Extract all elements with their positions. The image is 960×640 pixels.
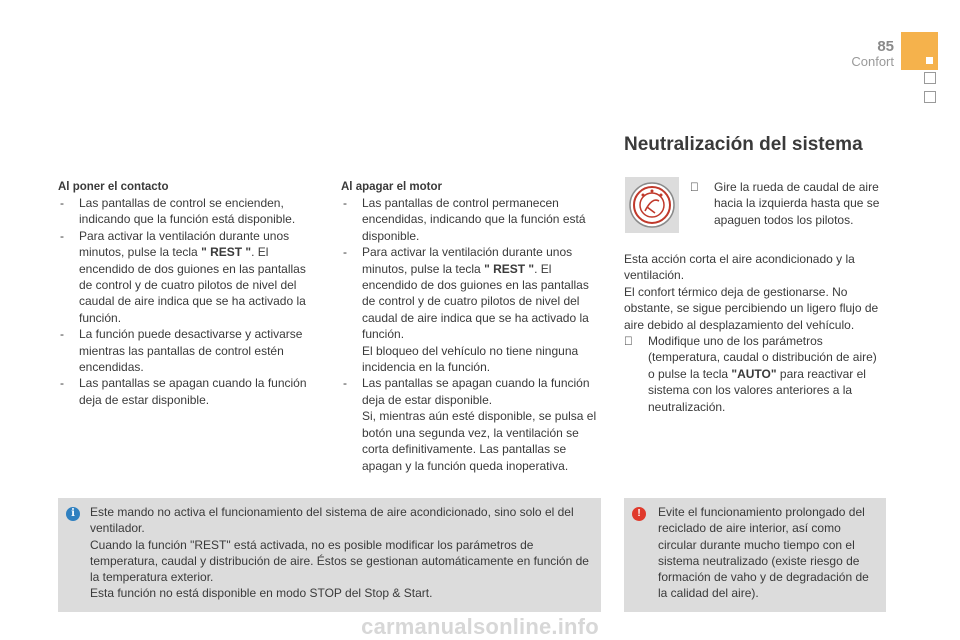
bullet-turn-dial <box>690 179 888 228</box>
paragraph: El confort térmico deja de gestionarse. No obstante, se sigue percibiendo un ligero flujo de aire debido al desplazamiento del vehículo. <box>624 284 879 332</box>
list-item: - Las pantallas de control permanecen encendidas, indicando que la función está disponible. <box>343 196 586 243</box>
warning-icon: ! <box>632 507 646 521</box>
info-icon: i <box>66 507 80 521</box>
list-item: - Para activar la ventilación durante unos minutos, pulse la tecla " REST ". El encendido de dos guiones en las pantallas de control y de cuatro pilotos de nivel del caudal de aire indica que se ha activado la función. <box>60 228 306 325</box>
note-line: Esta función no está disponible en modo STOP del Stop & Start. <box>90 586 433 601</box>
column-heading: Al poner el contacto <box>58 181 169 193</box>
bullet-reactivate: Modifique uno de los parámetros (temperatura, caudal o distribución de aire) o pulse la tecla "AUTO" para reactivar el sistema con los valores anteriores a la neutralización. <box>624 333 886 415</box>
info-note <box>58 498 601 612</box>
list-item: - Para activar la ventilación durante unos minutos, pulse la tecla " REST ". El encendido de dos guiones en las pantallas de control y de cuatro pilotos de nivel del caudal de aire indica que se ha activado la función. El bloqueo del vehículo no tiene ninguna incidencia en la función. <box>343 245 589 375</box>
column-heading: Al apagar el motor <box>341 181 442 193</box>
list-item: - Las pantallas de control se encienden, indicando que la función está disponible. <box>60 196 296 227</box>
section-label: Confort <box>851 54 894 69</box>
bullet-icon <box>624 333 633 349</box>
airflow-dial-icon <box>625 177 679 233</box>
paragraph: Esta acción corta el aire acondicionado y la ventilación. <box>624 252 855 283</box>
list-item: - La función puede desactivarse y activarse mientras las pantallas de control estén encendidas. <box>60 327 303 375</box>
warning-note <box>624 498 886 612</box>
column-ignition-on <box>58 179 320 408</box>
column-neutralization-text <box>624 251 886 415</box>
section-tab-active <box>901 32 938 70</box>
tab-square-icon <box>926 57 933 64</box>
note-line: Cuando la función "REST" está activada, no es posible modificar los parámetros de temperatura, caudal y distribución de aire. Éstos se gestionan automáticamente en función de la temperatura exterior. <box>90 537 589 585</box>
list-item: - Las pantallas se apagan cuando la función deja de estar disponible. Si, mientras aún esté disponible, se pulsa el botón una segunda vez, la ventilación se corta definitivamente. Las pantallas se apagan y la función queda inoperativa. <box>343 376 597 473</box>
instruction-text: Gire la rueda de caudal de aire hacia la izquierda hasta que se apaguen todos los pilotos. <box>714 180 880 227</box>
column-engine-off <box>341 179 603 474</box>
section-title: Neutralización del sistema <box>624 134 863 155</box>
list-item: - Las pantallas se apagan cuando la función deja de estar disponible. <box>60 376 307 407</box>
page-number: 85 <box>877 38 894 55</box>
note-line: Este mando no activa el funcionamiento del sistema de aire acondicionado, sino solo el del ventilador. <box>90 505 574 536</box>
bullet-icon <box>690 179 699 195</box>
tab-box-icon <box>924 72 936 84</box>
note-text: Evite el funcionamiento prolongado del reciclado de aire interior, así como circular durante mucho tiempo con el sistema neutralizado (existe riesgo de formación de vaho y de degradación de la calidad del aire). <box>658 505 869 601</box>
tab-box-icon <box>924 91 936 103</box>
watermark: carmanualsonline.info <box>361 614 599 639</box>
